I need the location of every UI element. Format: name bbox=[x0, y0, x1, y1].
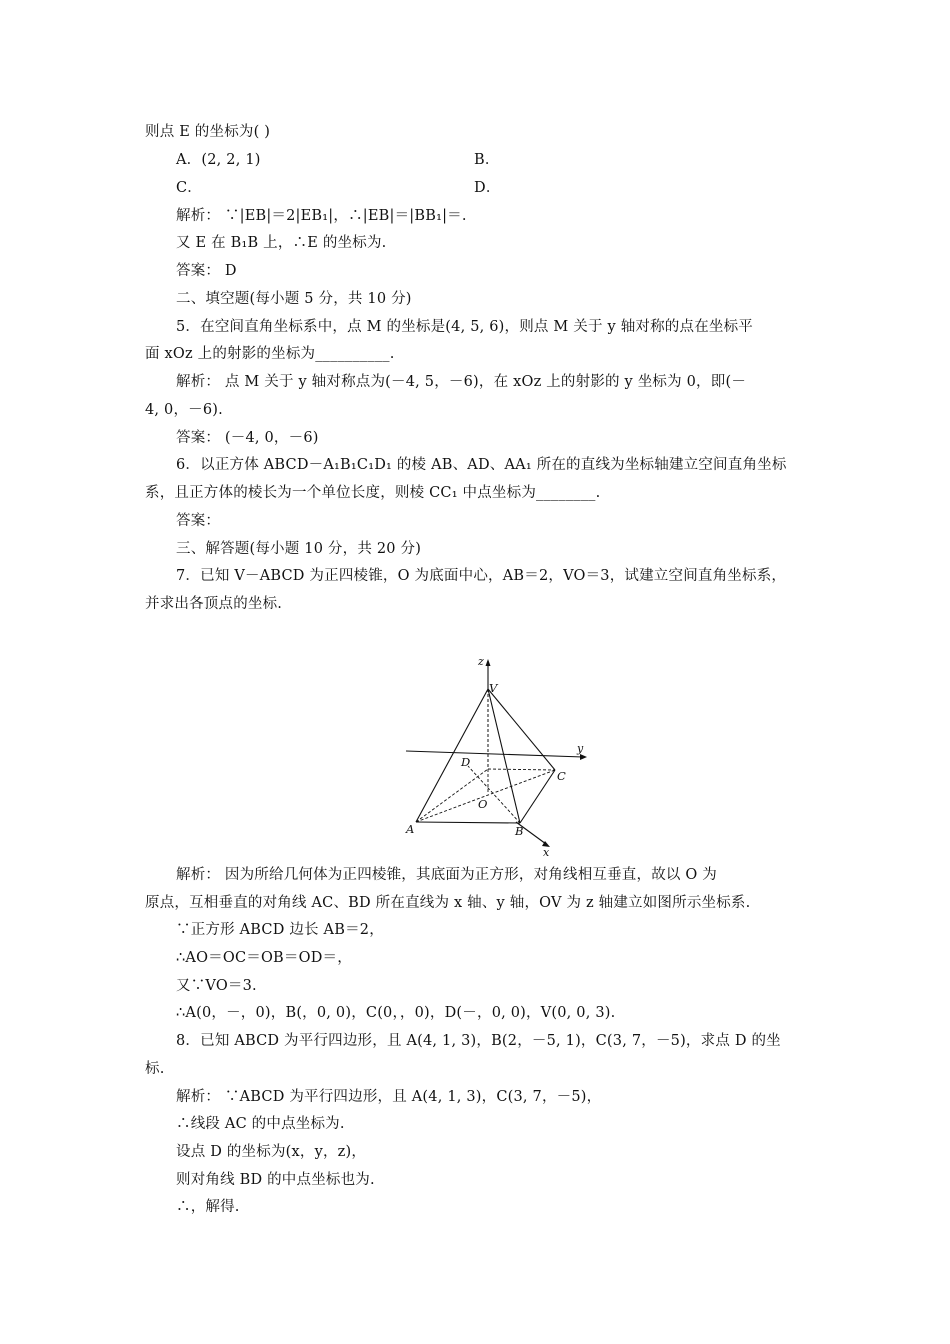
q4-option-c: C． bbox=[176, 180, 202, 196]
edge-bc bbox=[520, 770, 555, 823]
q4-solution-line: 解析： ∵|EB|＝2|EB₁|，∴|EB|＝|BB₁|＝. bbox=[176, 208, 467, 224]
q7-solution-line: ∴AO＝OC＝OB＝OD＝， bbox=[176, 950, 352, 966]
q8-stem: 标. bbox=[145, 1061, 165, 1077]
q7-stem: 7．已知 V－ABCD 为正四棱锥，O 为底面中心，AB＝2，VO＝3，试建立空间直角坐标系， bbox=[176, 568, 787, 584]
q7-solution-line: 又∵VO＝3. bbox=[176, 978, 257, 994]
q5-stem: 面 xOz 上的射影的坐标为__________. bbox=[145, 346, 395, 362]
q7-solution-line: 原点，互相垂直的对角线 AC、BD 所在直线为 x 轴、y 轴，OV 为 z 轴建立如图所示坐标系. bbox=[145, 895, 751, 911]
pyramid-figure bbox=[400, 652, 600, 860]
label-y: y bbox=[577, 742, 584, 755]
q7-stem: 并求出各顶点的坐标. bbox=[145, 596, 283, 612]
q4-answer: 答案： D bbox=[176, 263, 237, 279]
edge-dc bbox=[488, 769, 555, 770]
q8-solution-line: 解析： ∵ABCD 为平行四边形，且 A(4, 1, 3)，C(3, 7，－5)， bbox=[176, 1089, 602, 1105]
q7-solution-line: ∴A(0，－，0)，B(，0, 0)，C(0，，0)，D(－，0, 0)，V(0, 0, 3). bbox=[176, 1005, 616, 1021]
label-v: V bbox=[489, 681, 498, 695]
q8-solution-line: ∴线段 AC 的中点坐标为. bbox=[176, 1116, 345, 1132]
q4-option-a: A．(2, 2, 1) bbox=[176, 152, 261, 168]
y-axis bbox=[406, 751, 583, 757]
diagonal-bd bbox=[468, 766, 520, 823]
label-d: D bbox=[461, 755, 471, 769]
q4-solution-line: 又 E 在 B₁B 上，∴E 的坐标为. bbox=[176, 235, 387, 251]
q8-solution-line: ∴，解得. bbox=[176, 1199, 240, 1215]
label-c: C bbox=[557, 769, 566, 783]
q5-stem: 5．在空间直角坐标系中，点 M 的坐标是(4, 5, 6)，则点 M 关于 y 轴对称的点在坐标平 bbox=[176, 319, 753, 335]
q8-solution-line: 则对角线 BD 的中点坐标也为. bbox=[176, 1172, 375, 1188]
label-x: x bbox=[543, 846, 550, 859]
q7-solution-line: ∵正方形 ABCD 边长 AB＝2， bbox=[176, 922, 384, 938]
q6-stem: 系，且正方体的棱长为一个单位长度，则棱 CC₁ 中点坐标为________. bbox=[145, 485, 601, 501]
q5-answer: 答案： (－4, 0，－6) bbox=[176, 430, 319, 446]
q8-stem: 8．已知 ABCD 为平行四边形，且 A(4, 1, 3)，B(2，－5, 1)，C(3, 7，－5)，求点 D 的坐 bbox=[176, 1033, 781, 1049]
label-o: O bbox=[478, 797, 488, 811]
label-a: A bbox=[406, 822, 415, 836]
q4-option-b: B． bbox=[474, 152, 500, 168]
q4-option-d: D． bbox=[474, 180, 501, 196]
edge-ad bbox=[416, 769, 488, 822]
q6-answer: 答案： bbox=[176, 513, 221, 529]
label-z: z bbox=[478, 655, 484, 668]
diagonal-ac bbox=[416, 770, 555, 822]
q5-solution-line: 解析： 点 M 关于 y 轴对称点为(－4, 5，－6)，在 xOz 上的射影的 y 坐标为 0，即(－ bbox=[176, 374, 747, 390]
q7-solution-line: 解析： 因为所给几何体为正四棱锥，其底面为正方形，对角线相互垂直，故以 O 为 bbox=[176, 867, 718, 883]
q8-solution-line: 设点 D 的坐标为(x，y，z)， bbox=[176, 1144, 367, 1160]
q4-stem: 则点 E 的坐标为( ) bbox=[145, 124, 271, 140]
q5-solution-line: 4, 0，－6). bbox=[145, 402, 223, 418]
q6-stem: 6．以正方体 ABCD－A₁B₁C₁D₁ 的棱 AB、AD、AA₁ 所在的直线为坐标轴建立空间直角坐标 bbox=[176, 457, 787, 473]
z-arrowhead bbox=[486, 659, 491, 666]
section-heading: 二、填空题(每小题 5 分，共 10 分) bbox=[176, 291, 412, 307]
edge-ab bbox=[416, 822, 520, 823]
section-heading: 三、解答题(每小题 10 分，共 20 分) bbox=[176, 541, 422, 557]
label-b: B bbox=[515, 824, 524, 838]
